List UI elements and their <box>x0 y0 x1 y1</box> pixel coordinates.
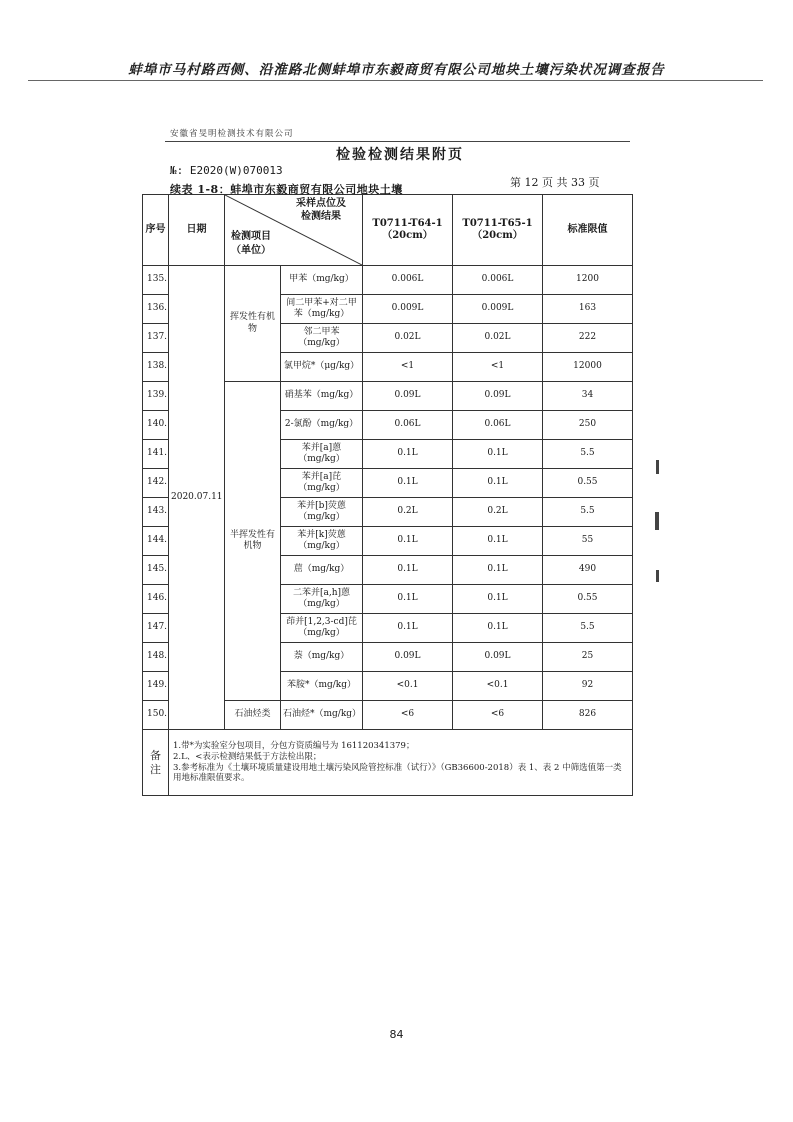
header-seq: 序号 <box>143 195 169 266</box>
header-limit: 标准限值 <box>543 195 633 266</box>
document-title: 检验检测结果附页 <box>336 147 464 163</box>
table-caption: 续表 1-8：蚌埠市东毅商贸有限公司地块土壤 <box>170 183 403 196</box>
table-row: 145. 䓛（mg/kg） 0.1L 0.1L 490 <box>143 556 633 585</box>
table-row: 143. 苯并[b]荧蒽（mg/kg） 0.2L 0.2L 5.5 <box>143 498 633 527</box>
page-indicator: 第 12 页 共 33 页 <box>510 176 600 189</box>
group-petroleum: 石油烃类 <box>225 701 281 730</box>
table-row: 140. 2-氯酚（mg/kg） 0.06L 0.06L 250 <box>143 411 633 440</box>
table-row: 147. 茚并[1,2,3-cd]芘（mg/kg） 0.1L 0.1L 5.5 <box>143 614 633 643</box>
table-row: 141. 苯并[a]蒽（mg/kg） 0.1L 0.1L 5.5 <box>143 440 633 469</box>
table-row: 136. 间二甲苯+对二甲苯（mg/kg） 0.009L 0.009L 163 <box>143 295 633 324</box>
scan-edge-mark <box>656 460 659 474</box>
diagonal-bottom-label: 检测项目 （单位） <box>231 231 271 256</box>
header-date: 日期 <box>169 195 225 266</box>
group-semivolatile: 半挥发性有机物 <box>225 382 281 701</box>
results-table <box>142 194 633 796</box>
table-row: 142. 苯并[a]芘（mg/kg） 0.1L 0.1L 0.55 <box>143 469 633 498</box>
scan-edge-mark <box>655 512 659 530</box>
notes-label: 备注 <box>143 730 169 796</box>
table-row: 135. 2020.07.11 挥发性有机物 甲苯（mg/kg） 0.006L 0.006L 1200 <box>143 266 633 295</box>
table-row: 144. 苯并[k]荧蒽（mg/kg） 0.1L 0.1L 55 <box>143 527 633 556</box>
group-volatile: 挥发性有机物 <box>225 266 281 382</box>
company-rule <box>165 141 630 142</box>
note-line: 1.带*为实验室分包项目，分包方资质编号为 161120341379； <box>173 741 415 752</box>
note-line: 2.L、<表示检测结果低于方法检出限； <box>173 751 322 762</box>
table-row: 139. 半挥发性有机物 硝基苯（mg/kg） 0.09L 0.09L 34 <box>143 382 633 411</box>
table-row: 146. 二苯并[a,h]蒽（mg/kg） 0.1L 0.1L 0.55 <box>143 585 633 614</box>
report-header: 蚌埠市马村路西侧、沿淮路北侧蚌埠市东毅商贸有限公司地块土壤污染状况调查报告 <box>128 62 665 78</box>
note-line: 3.参考标准为《土壤环境质量建设用地土壤污染风险管控标准（试行）》（GB36600-2018）表 1、表 2 中筛选值第一类用地标准限值要求。 <box>173 762 622 784</box>
header-sample-2: T0711-T65-1 （20cm） <box>453 195 543 266</box>
diagonal-top-label: 采样点位及 检测结果 <box>296 198 346 222</box>
table-header-row <box>143 195 633 266</box>
header-sample-1: T0711-T64-1 （20cm） <box>363 195 453 266</box>
table-row: 150. 石油烃类 石油烃*（mg/kg） <6 <6 826 <box>143 701 633 730</box>
report-number: №: E2020(W)070013 <box>170 164 283 177</box>
page-number: 84 <box>389 1028 404 1041</box>
table-row: 138. 氯甲烷*（μg/kg） <1 <1 12000 <box>143 353 633 382</box>
sampling-date: 2020.07.11 <box>169 266 225 730</box>
notes-cell <box>169 730 633 796</box>
notes-row <box>143 730 633 796</box>
header-diagonal-cell <box>225 195 363 266</box>
scan-edge-mark <box>656 570 659 582</box>
table-row: 137. 邻二甲苯（mg/kg） 0.02L 0.02L 222 <box>143 324 633 353</box>
table-row: 149. 苯胺*（mg/kg） <0.1 <0.1 92 <box>143 672 633 701</box>
table-row: 148. 萘（mg/kg） 0.09L 0.09L 25 <box>143 643 633 672</box>
company-name: 安徽省旻明检测技术有限公司 <box>170 129 294 139</box>
